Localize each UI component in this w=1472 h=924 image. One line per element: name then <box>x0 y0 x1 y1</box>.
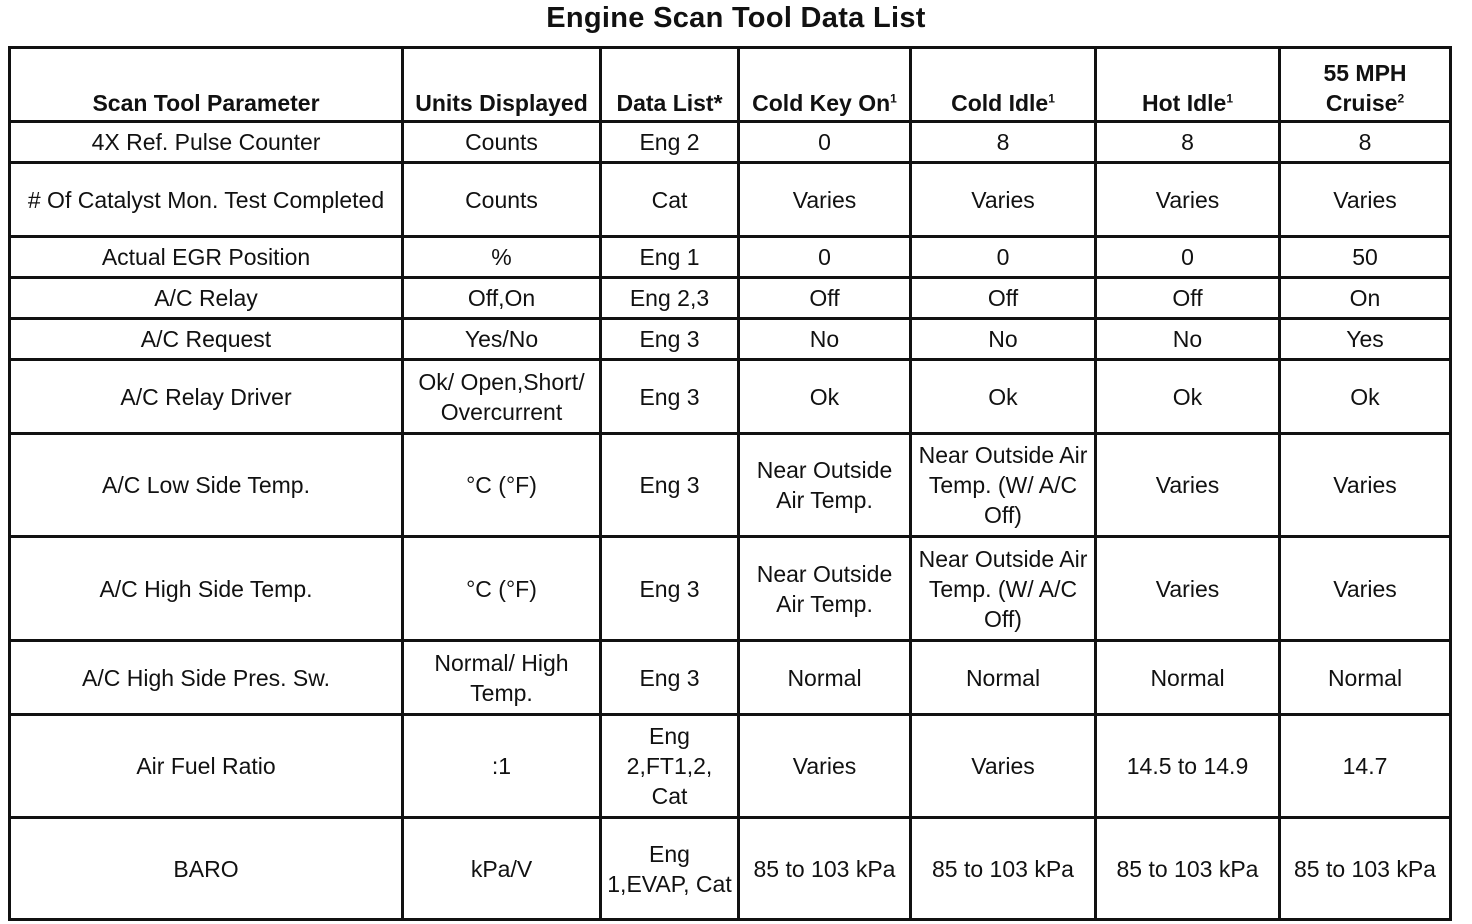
cell-parameter: Actual EGR Position <box>10 237 403 278</box>
cell-parameter: A/C Low Side Temp. <box>10 434 403 537</box>
cell-units: Yes/No <box>403 319 601 360</box>
cell-cold-key-on: 0 <box>739 122 911 163</box>
column-header-cold-key-on: Cold Key On$^1$ <box>739 48 911 122</box>
cell-hot-idle: No <box>1096 319 1280 360</box>
cell-55mph-cruise: 50 <box>1280 237 1451 278</box>
cell-cold-key-on: Near Outside Air Temp. <box>739 537 911 641</box>
column-header-data-list: Data List* <box>601 48 739 122</box>
cell-units: °C (°F) <box>403 434 601 537</box>
cell-cold-key-on: Off <box>739 278 911 319</box>
table-row <box>10 122 1451 163</box>
cell-units: :1 <box>403 715 601 818</box>
cell-cold-idle: Near Outside Air Temp. (W/ A/C Off) <box>911 434 1096 537</box>
cell-cold-key-on: Ok <box>739 360 911 434</box>
table-row <box>10 278 1451 319</box>
cell-hot-idle: 0 <box>1096 237 1280 278</box>
cell-hot-idle: Normal <box>1096 641 1280 715</box>
cell-parameter: A/C High Side Pres. Sw. <box>10 641 403 715</box>
cell-cold-idle: No <box>911 319 1096 360</box>
table-row <box>10 237 1451 278</box>
cell-units: kPa/V <box>403 818 601 920</box>
cell-cold-idle: 0 <box>911 237 1096 278</box>
cell-data-list: Eng 3 <box>601 319 739 360</box>
cell-cold-key-on: Near Outside Air Temp. <box>739 434 911 537</box>
table-row <box>10 818 1451 920</box>
cell-cold-key-on: 85 to 103 kPa <box>739 818 911 920</box>
cell-data-list: Eng 3 <box>601 641 739 715</box>
cell-parameter: A/C Relay Driver <box>10 360 403 434</box>
cell-55mph-cruise: On <box>1280 278 1451 319</box>
cell-hot-idle: Varies <box>1096 163 1280 237</box>
cell-units: Counts <box>403 163 601 237</box>
table-row <box>10 163 1451 237</box>
page-title: Engine Scan Tool Data List <box>546 2 926 34</box>
cell-units: Normal/ High Temp. <box>403 641 601 715</box>
cell-cold-idle: Varies <box>911 715 1096 818</box>
cell-cold-idle: Near Outside Air Temp. (W/ A/C Off) <box>911 537 1096 641</box>
cell-parameter: A/C Request <box>10 319 403 360</box>
cell-parameter: Air Fuel Ratio <box>10 715 403 818</box>
cell-cold-idle: 8 <box>911 122 1096 163</box>
cell-hot-idle: Varies <box>1096 537 1280 641</box>
cell-cold-idle: Off <box>911 278 1096 319</box>
cell-55mph-cruise: 8 <box>1280 122 1451 163</box>
cell-hot-idle: Varies <box>1096 434 1280 537</box>
cell-cold-key-on: Normal <box>739 641 911 715</box>
cell-cold-key-on: No <box>739 319 911 360</box>
column-header-units: Units Displayed <box>403 48 601 122</box>
cell-parameter: # Of Catalyst Mon. Test Completed <box>10 163 403 237</box>
cell-cold-idle: 85 to 103 kPa <box>911 818 1096 920</box>
cell-55mph-cruise: 85 to 103 kPa <box>1280 818 1451 920</box>
cell-data-list: Eng 1 <box>601 237 739 278</box>
cell-cold-idle: Ok <box>911 360 1096 434</box>
cell-cold-idle: Varies <box>911 163 1096 237</box>
cell-parameter: A/C High Side Temp. <box>10 537 403 641</box>
cell-data-list: Eng 2 <box>601 122 739 163</box>
cell-units: % <box>403 237 601 278</box>
cell-parameter: 4X Ref. Pulse Counter <box>10 122 403 163</box>
cell-data-list: Cat <box>601 163 739 237</box>
column-header-55mph-cruise: 55 MPH Cruise$^2$ <box>1280 48 1451 122</box>
cell-data-list: Eng 2,FT1,2, Cat <box>601 715 739 818</box>
cell-55mph-cruise: Varies <box>1280 434 1451 537</box>
column-header-hot-idle: Hot Idle$^1$ <box>1096 48 1280 122</box>
scan-tool-data-table <box>8 46 1452 921</box>
cell-hot-idle: 8 <box>1096 122 1280 163</box>
table-row <box>10 641 1451 715</box>
cell-hot-idle: 85 to 103 kPa <box>1096 818 1280 920</box>
cell-units: °C (°F) <box>403 537 601 641</box>
cell-cold-idle: Normal <box>911 641 1096 715</box>
cell-hot-idle: Off <box>1096 278 1280 319</box>
cell-cold-key-on: 0 <box>739 237 911 278</box>
cell-data-list: Eng 1,EVAP, Cat <box>601 818 739 920</box>
table-row <box>10 319 1451 360</box>
cell-55mph-cruise: Varies <box>1280 163 1451 237</box>
cell-units: Ok/ Open,Short/ Overcurrent <box>403 360 601 434</box>
cell-units: Counts <box>403 122 601 163</box>
cell-data-list: Eng 2,3 <box>601 278 739 319</box>
cell-55mph-cruise: 14.7 <box>1280 715 1451 818</box>
cell-data-list: Eng 3 <box>601 537 739 641</box>
cell-55mph-cruise: Normal <box>1280 641 1451 715</box>
cell-hot-idle: Ok <box>1096 360 1280 434</box>
cell-data-list: Eng 3 <box>601 360 739 434</box>
table-row <box>10 434 1451 537</box>
cell-data-list: Eng 3 <box>601 434 739 537</box>
table-row <box>10 537 1451 641</box>
column-header-cold-idle: Cold Idle$^1$ <box>911 48 1096 122</box>
column-header-parameter: Scan Tool Parameter <box>10 48 403 122</box>
cell-cold-key-on: Varies <box>739 163 911 237</box>
table-row <box>10 715 1451 818</box>
cell-parameter: BARO <box>10 818 403 920</box>
cell-55mph-cruise: Yes <box>1280 319 1451 360</box>
table-row <box>10 360 1451 434</box>
header-row <box>10 48 1451 122</box>
cell-parameter: A/C Relay <box>10 278 403 319</box>
cell-55mph-cruise: Ok <box>1280 360 1451 434</box>
cell-units: Off,On <box>403 278 601 319</box>
cell-hot-idle: 14.5 to 14.9 <box>1096 715 1280 818</box>
cell-55mph-cruise: Varies <box>1280 537 1451 641</box>
cell-cold-key-on: Varies <box>739 715 911 818</box>
